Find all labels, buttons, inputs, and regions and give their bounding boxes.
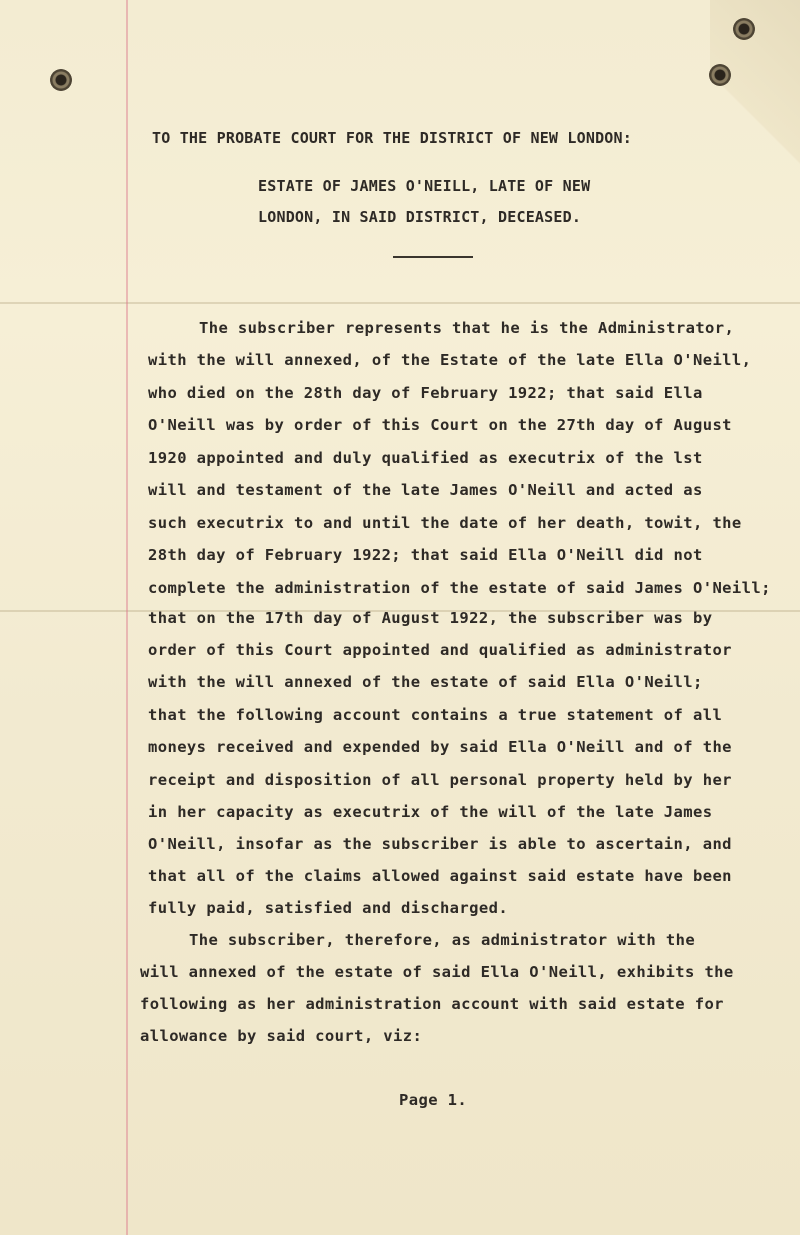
body-line: 1920 appointed and duly qualified as executrix of the lst bbox=[148, 449, 703, 467]
body-line: that on the 17th day of August 1922, the subscriber was by bbox=[148, 609, 713, 627]
margin-rule bbox=[126, 0, 128, 1235]
body-line: fully paid, satisfied and discharged. bbox=[148, 899, 509, 917]
punch-hole bbox=[50, 69, 72, 91]
body-line: O'Neill was by order of this Court on the 27th day of August bbox=[148, 416, 732, 434]
body-line: The subscriber, therefore, as administrator with the bbox=[189, 931, 696, 949]
body-line: will annexed of the estate of said Ella O'Neill, exhibits the bbox=[140, 963, 734, 981]
body-line: in her capacity as executrix of the will of the late James bbox=[148, 803, 713, 821]
estate-heading-line-2: LONDON, IN SAID DISTRICT, DECEASED. bbox=[258, 208, 582, 226]
body-line: moneys received and expended by said Ella O'Neill and of the bbox=[148, 738, 732, 756]
folded-corner bbox=[710, 0, 800, 180]
body-line: with the will annexed, of the Estate of the late Ella O'Neill, bbox=[148, 351, 752, 369]
body-line: following as her administration account with said estate for bbox=[140, 995, 724, 1013]
heading-underline bbox=[393, 256, 473, 258]
page-number: Page 1. bbox=[399, 1091, 468, 1109]
punch-hole bbox=[733, 18, 755, 40]
body-line: receipt and disposition of all personal property held by her bbox=[148, 771, 732, 789]
court-heading: TO THE PROBATE COURT FOR THE DISTRICT OF NEW LONDON: bbox=[152, 129, 632, 147]
body-line: allowance by said court, viz: bbox=[140, 1027, 423, 1045]
body-line: such executrix to and until the date of her death, towit, the bbox=[148, 514, 742, 532]
body-line: order of this Court appointed and qualified as administrator bbox=[148, 641, 732, 659]
body-line: The subscriber represents that he is the Administrator, bbox=[199, 319, 735, 337]
punch-hole bbox=[709, 64, 731, 86]
body-line: that the following account contains a true statement of all bbox=[148, 706, 723, 724]
body-line: will and testament of the late James O'Neill and acted as bbox=[148, 481, 703, 499]
body-line: 28th day of February 1922; that said Ella O'Neill did not bbox=[148, 546, 703, 564]
body-line: that all of the claims allowed against said estate have been bbox=[148, 867, 732, 885]
body-line: O'Neill, insofar as the subscriber is able to ascertain, and bbox=[148, 835, 732, 853]
body-line: with the will annexed of the estate of said Ella O'Neill; bbox=[148, 673, 703, 691]
body-line: who died on the 28th day of February 1922; that said Ella bbox=[148, 384, 703, 402]
body-line: complete the administration of the estate of said James O'Neill; bbox=[148, 579, 771, 597]
fold-line bbox=[0, 302, 800, 304]
estate-heading-line-1: ESTATE OF JAMES O'NEILL, LATE OF NEW bbox=[258, 177, 591, 195]
